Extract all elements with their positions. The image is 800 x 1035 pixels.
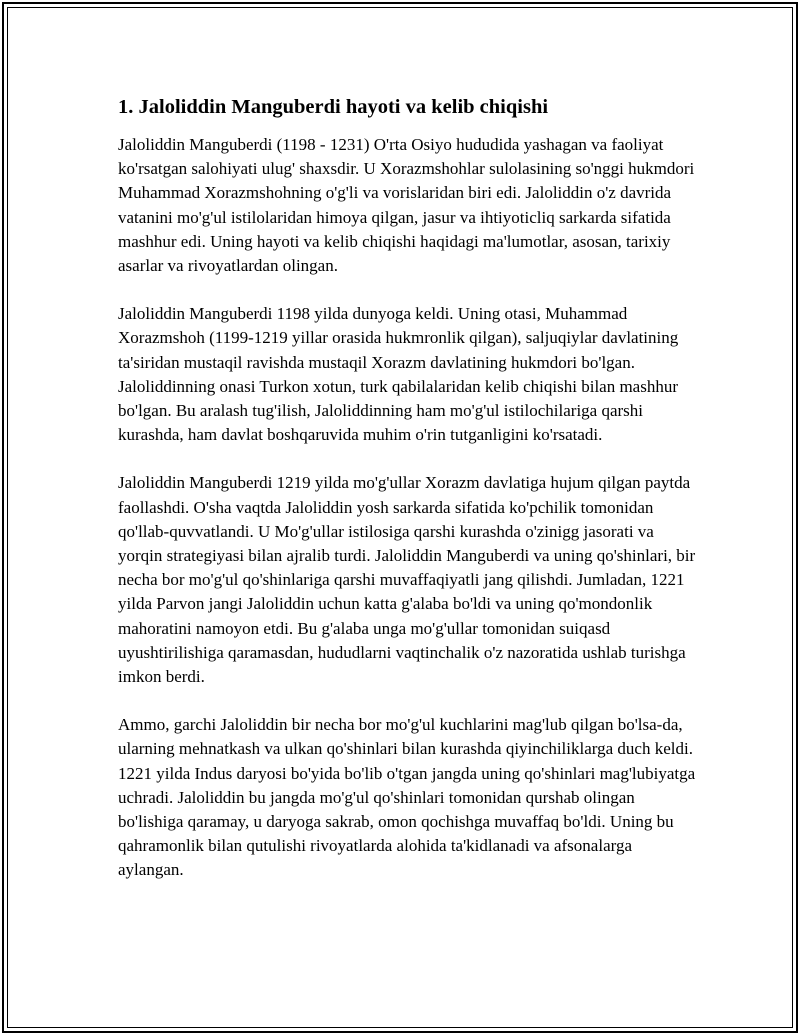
paragraph-3: Jaloliddin Manguberdi 1219 yilda mo'g'ullar Xorazm davlatiga hujum qilgan paytda faollashdi. O'sha vaqtda Jaloliddin yosh sarkarda sifatida ko'pchilik tomonidan qo'llab-quvvatlandi. U Mo'g'ullar istilosiga qarshi kurashda o'zinigg jasorati va yorqin strategiyasi bilan ajralib turdi. Jaloliddin Manguberdi va uning qo'shinlari, bir necha bor mo'g'ul qo'shinlariga qarshi muvaffaqiyatli jang qilishdi. Jumladan, 1221 yilda Parvon jangi Jaloliddin uchun katta g'alaba bo'ldi va uning qo'mondonlik mahoratini namoyon etdi. Bu g'alaba unga mo'g'ullar tomonidan suiqasd uyushtirilishiga qaramasdan, hududlarni vaqtinchalik o'z nazoratida ushlab turishga imkon berdi. (118, 473, 696, 687)
paragraph-2: Jaloliddin Manguberdi 1198 yilda dunyoga keldi. Uning otasi, Muhammad Xorazmshoh (1199-1219 yillar orasida hukmronlik qilgan), saljuqiylar davlatining ta'siridan mustaqil ravishda mustaqil Xorazm davlatining hukmdori bo'lgan. Jaloliddinning onasi Turkon xotun, turk qabilalaridan kelib chiqishi bilan mashhur bo'lgan. Bu aralash tug'ilish, Jaloliddinning ham mo'g'ul istilochilariga qarshi kurashda, ham davlat boshqaruvida muhim o'rin tutganligini ko'rsatadi. (118, 304, 679, 445)
paragraph-1: Jaloliddin Manguberdi (1198 - 1231) O'rta Osiyo hududida yashagan va faoliyat ko'rsatgan salohiyati ulug' shaxsdir. U Xorazmshohlar sulolasining so'nggi hukmdori Muhammad Xorazmshohning o'g'li va vorislaridan biri edi. Jaloliddin o'z davrida vatanini mo'g'ul istilolaridan himoya qilgan, jasur va ihtiyoticliq sarkarda sifatida mashhur edi. Uning hayoti va kelib chiqishi haqidagi ma'lumotlar, asosan, tarixiy asarlar va rivoyatlardan olingan. (118, 135, 695, 276)
paragraph-4: Ammo, garchi Jaloliddin bir necha bor mo'g'ul kuchlarini mag'lub qilgan bo'lsa-da, ularning mehnatkash va ulkan qo'shinlari bilan kurashda qiyinchiliklarga duch keldi. 1221 yilda Indus daryosi bo'yida bo'lib o'tgan jangda uning qo'shinlari mag'lubiyatga uchradi. Jaloliddin bu jangda mo'g'ul qo'shinlari tomonidan qurshab olingan bo'lishiga qaramay, u daryoga sakrab, omon qochishga muvaffaq bo'ldi. Uning bu qahramonlik bilan qutulishi rivoyatlarda alohida ta'kidlanadi va afsonalarga aylangan. (118, 715, 696, 880)
section-title: 1. Jaloliddin Manguberdi hayoti va kelib chiqishi (118, 96, 549, 118)
document-body (118, 94, 698, 907)
